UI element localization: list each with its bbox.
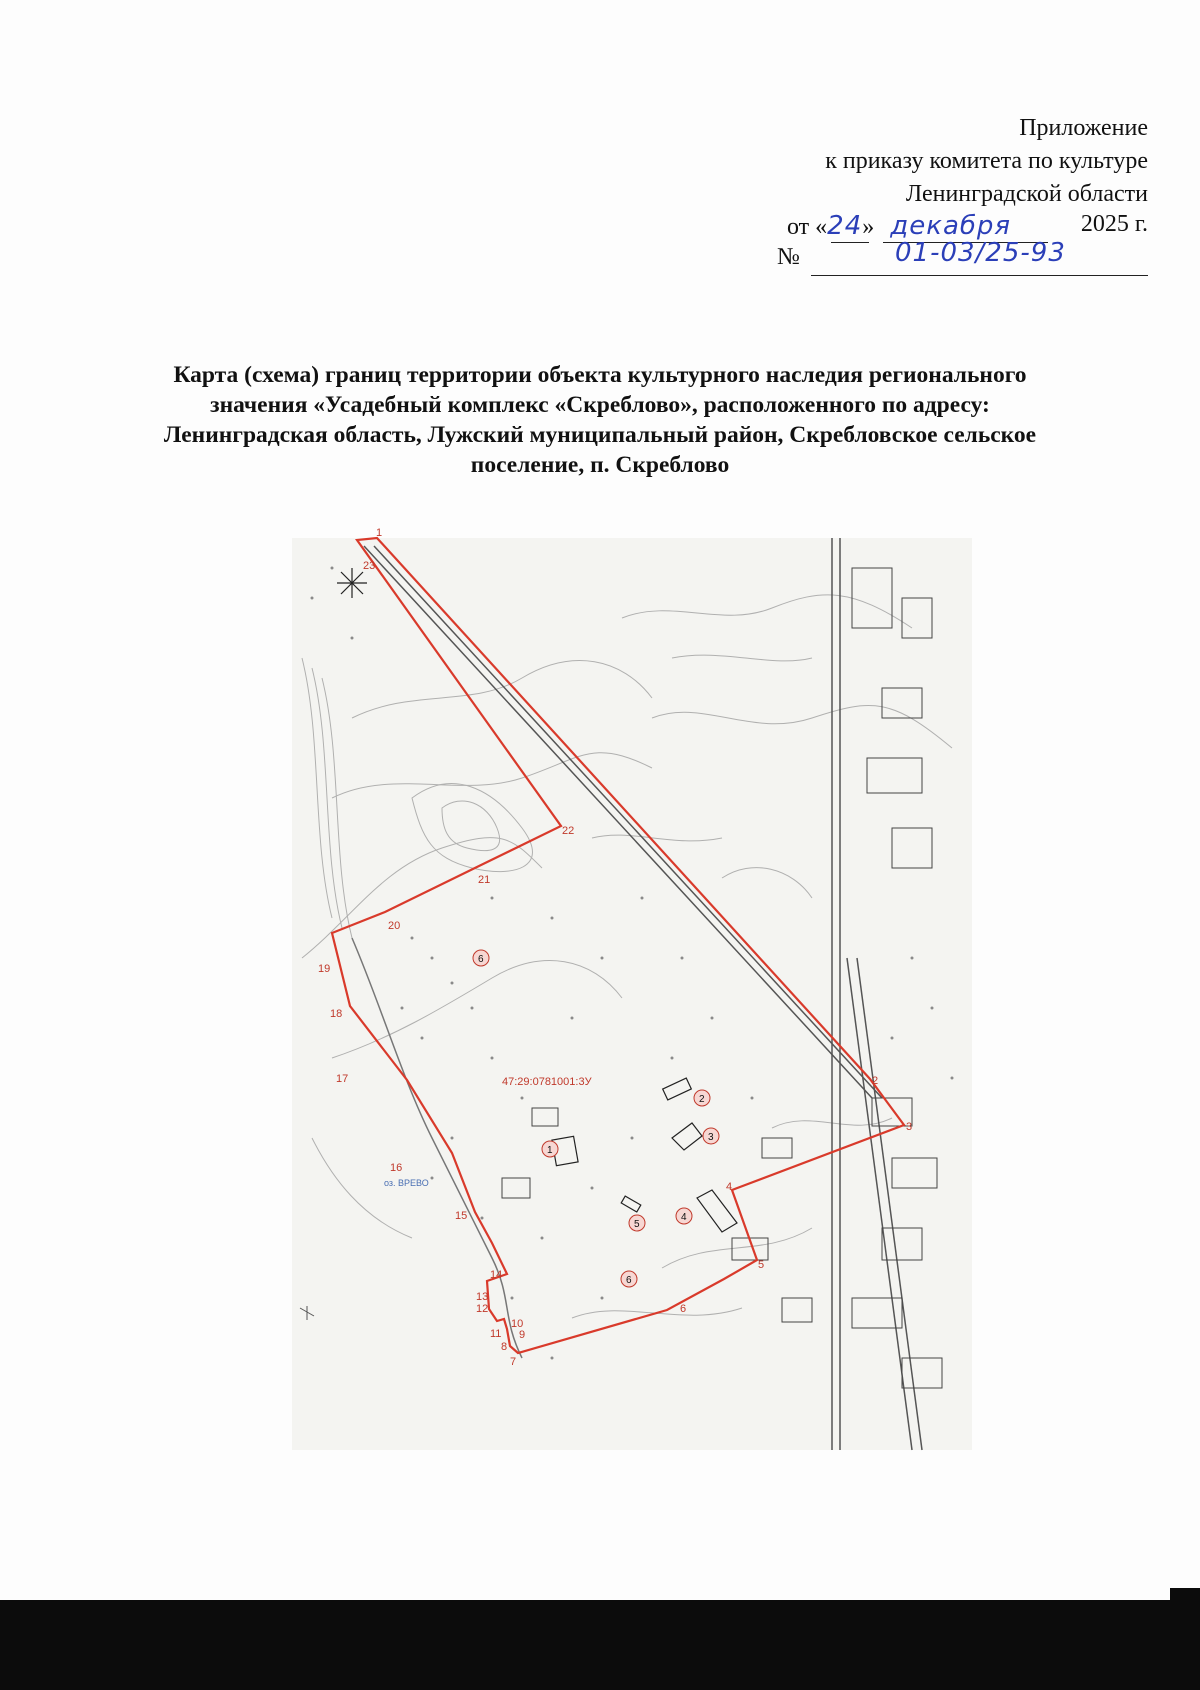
number-prefix: № — [777, 244, 800, 270]
point-6: 6 — [680, 1303, 687, 1315]
point-22: 22 — [562, 825, 575, 837]
object-4: 4 — [681, 1212, 687, 1223]
boundary-map — [292, 527, 972, 1450]
point-17: 17 — [336, 1073, 349, 1085]
parcel-number: 47:29:0781001:3У — [502, 1076, 592, 1088]
point-20: 20 — [388, 920, 401, 932]
point-14: 14 — [490, 1269, 503, 1281]
appendix-order-ref: к приказу комитета по культуре — [825, 148, 1148, 174]
title-line-1: Карта (схема) границ территории объекта культурного наследия регионального — [173, 362, 1027, 388]
point-1: 1 — [376, 527, 383, 539]
point-8: 8 — [501, 1341, 508, 1353]
date-month: декабря — [890, 211, 1012, 241]
scan-footer-band — [0, 1600, 1200, 1690]
point-18: 18 — [330, 1008, 343, 1020]
title-line-4: поселение, п. Скреблово — [470, 452, 730, 478]
railway — [364, 538, 922, 1450]
object-5: 5 — [634, 1219, 640, 1230]
boundary-point-labels — [318, 527, 912, 1368]
appendix-title: Приложение — [1019, 115, 1148, 141]
object-6-south: 6 — [626, 1275, 632, 1286]
point-4: 4 — [726, 1181, 733, 1193]
point-3: 3 — [906, 1121, 913, 1133]
date-year: 2025 г. — [1080, 211, 1148, 237]
point-12: 12 — [476, 1303, 489, 1315]
buildings — [502, 568, 942, 1388]
title-line-2: значения «Усадебный комплекс «Скреблово», расположенного по адресу: — [210, 392, 990, 418]
object-6-north: 6 — [478, 954, 484, 965]
number-value: 01-03/25-93 — [895, 238, 1066, 268]
object-markers — [473, 950, 719, 1287]
point-5: 5 — [758, 1259, 765, 1271]
object-2: 2 — [699, 1094, 705, 1105]
order-number — [777, 238, 1148, 277]
lake-label: оз. ВРЕВО — [384, 1178, 429, 1188]
appendix-header — [728, 112, 1148, 211]
point-21: 21 — [478, 874, 491, 886]
point-2: 2 — [872, 1075, 879, 1087]
point-19: 19 — [318, 963, 331, 975]
cross-mark-icon — [300, 1306, 314, 1320]
contour-lines — [302, 595, 952, 1318]
date-prefix: от « — [787, 214, 828, 240]
appendix-region: Ленинградской области — [905, 181, 1148, 207]
north-arrow-icon — [337, 568, 367, 598]
point-23: 23 — [363, 560, 376, 572]
point-7: 7 — [510, 1356, 517, 1368]
point-10: 10 — [511, 1318, 524, 1330]
territory-boundary — [332, 538, 904, 1353]
point-13: 13 — [476, 1291, 489, 1303]
point-16: 16 — [390, 1162, 403, 1174]
point-9: 9 — [519, 1329, 526, 1341]
object-1: 1 — [547, 1145, 553, 1156]
map-svg — [292, 527, 972, 1450]
date-mid: » — [862, 214, 875, 240]
lake-shoreline — [352, 938, 522, 1358]
title-line-3: Ленинградская область, Лужский муниципальный район, Скребловское сельское — [163, 422, 1037, 448]
object-3: 3 — [708, 1132, 714, 1143]
point-11: 11 — [490, 1328, 502, 1340]
point-15: 15 — [455, 1210, 468, 1222]
date-day: 24 — [827, 211, 863, 241]
document-title — [100, 360, 1100, 480]
